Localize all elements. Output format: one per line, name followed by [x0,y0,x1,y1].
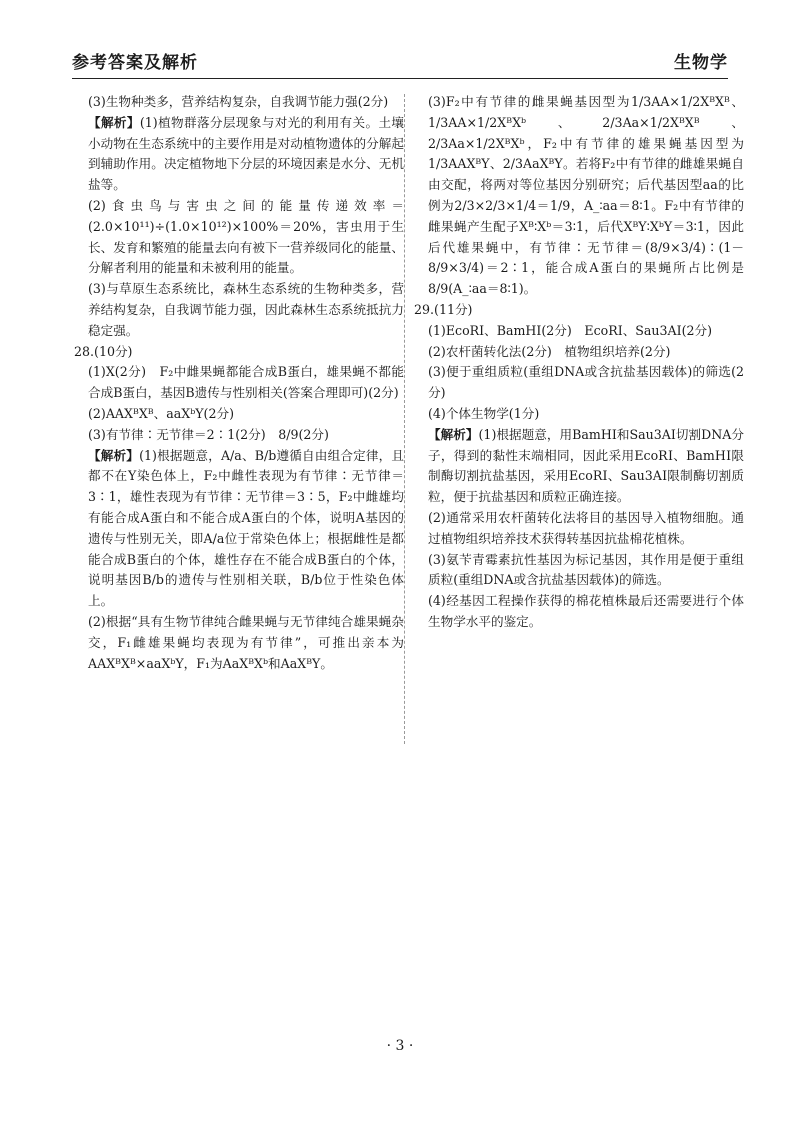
page-header [72,48,728,76]
answer-paragraph [74,92,404,113]
column-divider [404,94,405,744]
question-number [414,300,744,321]
answer-paragraph [74,612,404,674]
paragraph-text: (2)通常采用农杆菌转化法将目的基因导入植物细胞。通过植物组织培养技术获得转基因抗盐棉花植株。 [428,509,744,546]
header-title: 参考答案及解析 [72,53,198,73]
answer-paragraph [414,404,744,425]
question-number [74,342,404,363]
answer-paragraph [74,425,404,446]
paragraph-text: (3)有节律∶无节律＝2∶1(2分) 8/9(2分) [88,426,329,442]
analysis-label: 【解析】 [88,114,140,130]
left-column [74,92,404,674]
analysis-label: 【解析】 [88,447,140,463]
answer-paragraph [74,113,404,196]
paragraph-text: 28.(10分) [74,343,133,359]
paragraph-text: (3)生物种类多，营养结构复杂，自我调节能力强(2分) [88,94,389,109]
answer-paragraph [414,342,744,363]
paragraph-text: (2)农杆菌转化法(2分) 植物组织培养(2分) [428,343,671,359]
answer-paragraph [414,508,744,550]
answer-paragraph [414,425,744,508]
answer-paragraph [414,92,744,300]
answer-paragraph [414,362,744,404]
answer-paragraph [414,591,744,633]
paragraph-text: (4)个体生物学(1分) [428,405,540,421]
paragraph-text: (2)食虫鸟与害虫之间的能量传递效率＝(2.0×10¹¹)÷(1.0×10¹²)×100%＝20%，害虫用于生长、发育和繁殖的能量去向有被下一营养级同化的能量、分解者利用的能量和未被利用的能量。 [88,197,404,276]
paragraph-text: (1)植物群落分层现象与对光的利用有关。土壤小动物在生态系统中的主要作用是对动植物遗体的分解起到辅助作用。决定植物地下分层的环境因素是水分、无机盐等。 [88,114,405,193]
paragraph-text: (4)经基因工程操作获得的棉花植株最后还需要进行个体生物学水平的鉴定。 [428,593,744,629]
paragraph-text: (3)与草原生态系统比，森林生态系统的生物种类多，营养结构复杂，自我调节能力强，因此森林生态系统抵抗力稳定强。 [88,281,404,338]
answer-paragraph [74,279,404,341]
answer-paragraph [74,196,404,279]
paragraph-text: (1)根据题意，A/a、B/b遵循自由组合定律，且都不在Y染色体上，F₂中雌性表现为有节律∶无节律＝3∶1，雄性表现为有节律∶无节律＝3∶5，F₂中雌雄均有能合成A蛋白和不能合成A蛋白的个体，说明A基因的遗传与性别无关，即A/a位于常染色体上；根据雌性是都能合成B蛋白的个体，雄性存在不能合成B蛋白的个体，说明基因B/b的遗传与性别相关联，B/b位于性染色体上。 [88,447,405,609]
paragraph-text: (3)氨苄青霉素抗性基因为标记基因，其作用是便于重组质粒(重组DNA或含抗盐基因载体)的筛选。 [428,551,744,588]
paragraph-text: (2)AAXᴮXᴮ、aaXᵇY(2分) [88,405,234,421]
paragraph-text: 29.(11分) [414,301,473,317]
answer-paragraph [414,550,744,592]
paragraph-text: (1)根据题意，用BamHⅠ和Sau3AⅠ切割DNA分子，得到的黏性末端相同，因此采用EcoRⅠ、BamHⅠ限制酶切割抗盐基因，采用EcoRⅠ、Sau3AⅠ限制酶切割质粒，便于抗盐基因和质粒正确连接。 [428,426,745,505]
paragraph-text: (2)根据“具有生物节律纯合雌果蝇与无节律纯合雄果蝇杂交，F₁雌雄果蝇均表现为有节律”，可推出亲本为AAXᴮXᴮ×aaXᵇY，F₁为AaXᴮXᵇ和AaXᴮY。 [88,613,404,671]
answer-paragraph [74,404,404,425]
paragraph-text: (3)F₂中有节律的雌果蝇基因型为1/3AA×1/2XᴮXᴮ、1/3AA×1/2XᴮXᵇ、2/3Aa×1/2XᴮXᴮ、2/3Aa×1/2XᴮXᵇ，F₂中有节律的雄果蝇基因型为1/3AAXᴮY、2/3AaXᴮY。若将F₂中有节律的雌雄果蝇自由交配，将两对等位基因分别研究；后代基因型aa的比例为2/3×2/3×1/4＝1/9，A_∶aa＝8∶1。F₂中有节律的雌果蝇产生配子Xᴮ∶Xᵇ＝3∶1，后代XᴮY∶XᵇY＝3∶1，因此后代雄果蝇中，有节律∶无节律＝(8/9×3/4)∶(1－8/9×3/4)＝2∶1，能合成A蛋白的果蝇所占比例是8/9(A_∶aa＝8∶1)。 [428,94,744,297]
page-number: · 3 · [386,1038,414,1054]
paragraph-text: (1)X(2分) F₂中雌果蝇都能合成B蛋白，雄果蝇不都能合成B蛋白，基因B遗传与性别相关(答案合理即可)(2分) [88,364,404,401]
paragraph-text: (1)EcoRⅠ、BamHⅠ(2分) EcoRⅠ、Sau3AⅠ(2分) [428,322,713,338]
answer-paragraph [74,446,404,612]
header-subject: 生物学 [674,53,728,73]
analysis-label: 【解析】 [428,426,479,442]
answer-paragraph [414,321,744,342]
answer-paragraph [74,362,404,404]
header-rule [72,78,728,79]
paragraph-text: (3)便于重组质粒(重组DNA或含抗盐基因载体)的筛选(2分) [428,364,744,401]
right-column [414,92,744,633]
